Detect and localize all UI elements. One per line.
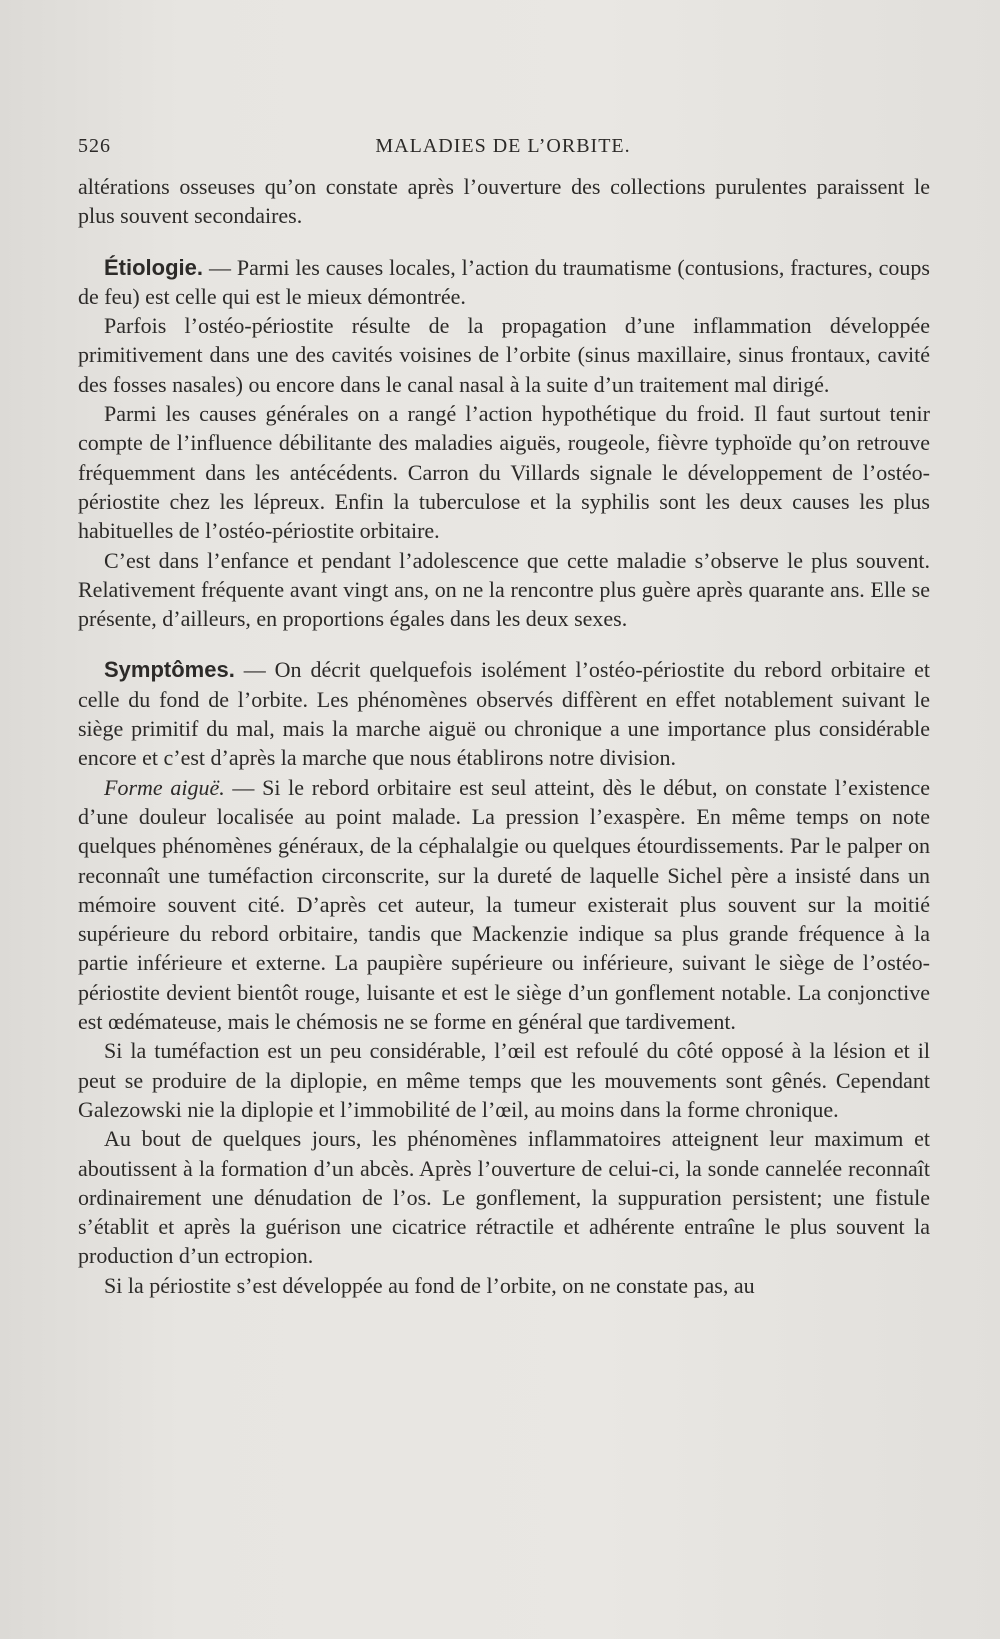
paragraph-etiologie	[78, 253, 930, 312]
paragraph-text: Si la tuméfaction est un peu considérable, l’œil est refoulé du côté opposé à la lésion et il peut se produire de la diplopie, en même temps que les mouvements sont gênés. Cependant Galezowski nie la diplopie et l’immobilité de l’œil, au moins dans la forme chronique.	[78, 1038, 930, 1122]
section-heading-symptomes: Symptômes.	[104, 657, 235, 683]
running-title: MALADIES DE L’ORBITE.	[375, 135, 631, 157]
paragraph	[78, 399, 930, 545]
subheading-forme-aigue: Forme aiguë.	[104, 774, 225, 800]
paragraph-symptomes	[78, 655, 930, 772]
paragraph	[78, 311, 930, 399]
paragraph-continuation	[78, 172, 930, 231]
body-text	[78, 172, 930, 1300]
paragraph-text: — Si le rebord orbitaire est seul atteint, dès le début, on constate l’existence d’une douleur localisée au point malade. La pression l’exaspère. En même temps on note quelques phénomènes généraux, de la céphalalgie ou quelques étourdissements. Par le palper on reconnaît une tuméfaction circonscrite, sur la dureté de laquelle Sichel père a insisté dans un mémoire souvent cité. D’après cet auteur, la tumeur existerait plus souvent sur la moitié supérieure du rebord orbitaire, tandis que Mackenzie indique sa plus grande fréquence à la partie inférieure et externe. La paupière supérieure ou inférieure, suivant le siège de l’ostéo-périostite devient bientôt rouge, luisante et est le siège d’un gonflement notable. La conjonctive est œdémateuse, mais le chémosis ne se forme en général que tardivement.	[78, 774, 930, 1035]
paragraph-text: Parmi les causes générales on a rangé l’action hypothétique du froid. Il faut surtout tenir compte de l’influence débilitante des maladies aiguës, rougeole, fièvre typhoïde qu’on retrouve fréquemment dans les antécédents. Carron du Villards signale le développement de l’ostéo-périostite chez les lépreux. Enfin la tuberculose et la syphilis sont les deux causes les plus habituelles de l’ostéo-périostite orbitaire.	[78, 401, 930, 544]
paragraph-text: Si la périostite s’est développée au fond de l’orbite, on ne constate pas, au	[104, 1272, 755, 1298]
paragraph-forme-aigue	[78, 773, 930, 1037]
paragraph	[78, 546, 930, 634]
paragraph-text: Au bout de quelques jours, les phénomènes inflammatoires atteignent leur maximum et aboutissent à la formation d’un abcès. Après l’ouverture de celui-ci, la sonde cannelée reconnaît ordinairement une dénudation de l’os. Le gonflement, la suppuration persistent; une fistule s’établit et après la guérison une cicatrice rétractile et adhérente entraîne le plus souvent la production d’un ectropion.	[78, 1126, 930, 1269]
page-number: 526	[78, 135, 111, 157]
paragraph	[78, 1036, 930, 1124]
paragraph-text: — Parmi les causes locales, l’action du traumatisme (contusions, fractures, coups de feu) est celle qui est le mieux démontrée.	[78, 254, 930, 309]
section-heading-etiologie: Étiologie.	[104, 254, 203, 280]
paragraph-text: C’est dans l’enfance et pendant l’adolescence que cette maladie s’observe le plus souvent. Relativement fréquente avant vingt ans, on ne la rencontre plus guère après quarante ans. Elle se présente, d’ailleurs, en proportions égales dans les deux sexes.	[78, 547, 930, 632]
paragraph	[78, 1271, 930, 1300]
paragraph-text: altérations osseuses qu’on constate après l’ouverture des collections purulentes paraissent le plus souvent secondaires.	[78, 174, 930, 229]
paragraph	[78, 1124, 930, 1270]
paragraph-text: — On décrit quelquefois isolément l’ostéo-périostite du rebord orbitaire et celle du fond de l’orbite. Les phénomènes observés diffèrent en effet notablement suivant le siège primitif du mal, mais la marche aiguë ou chronique a une importance plus considérable encore et c’est d’après la marche que nous établirons notre division.	[78, 657, 930, 771]
paragraph-text: Parfois l’ostéo-périostite résulte de la propagation d’une inflammation développée primitivement dans une des cavités voisines de l’orbite (sinus maxillaire, sinus frontaux, cavité des fosses nasales) ou encore dans le canal nasal à la suite d’un traitement mal dirigé.	[78, 313, 930, 397]
